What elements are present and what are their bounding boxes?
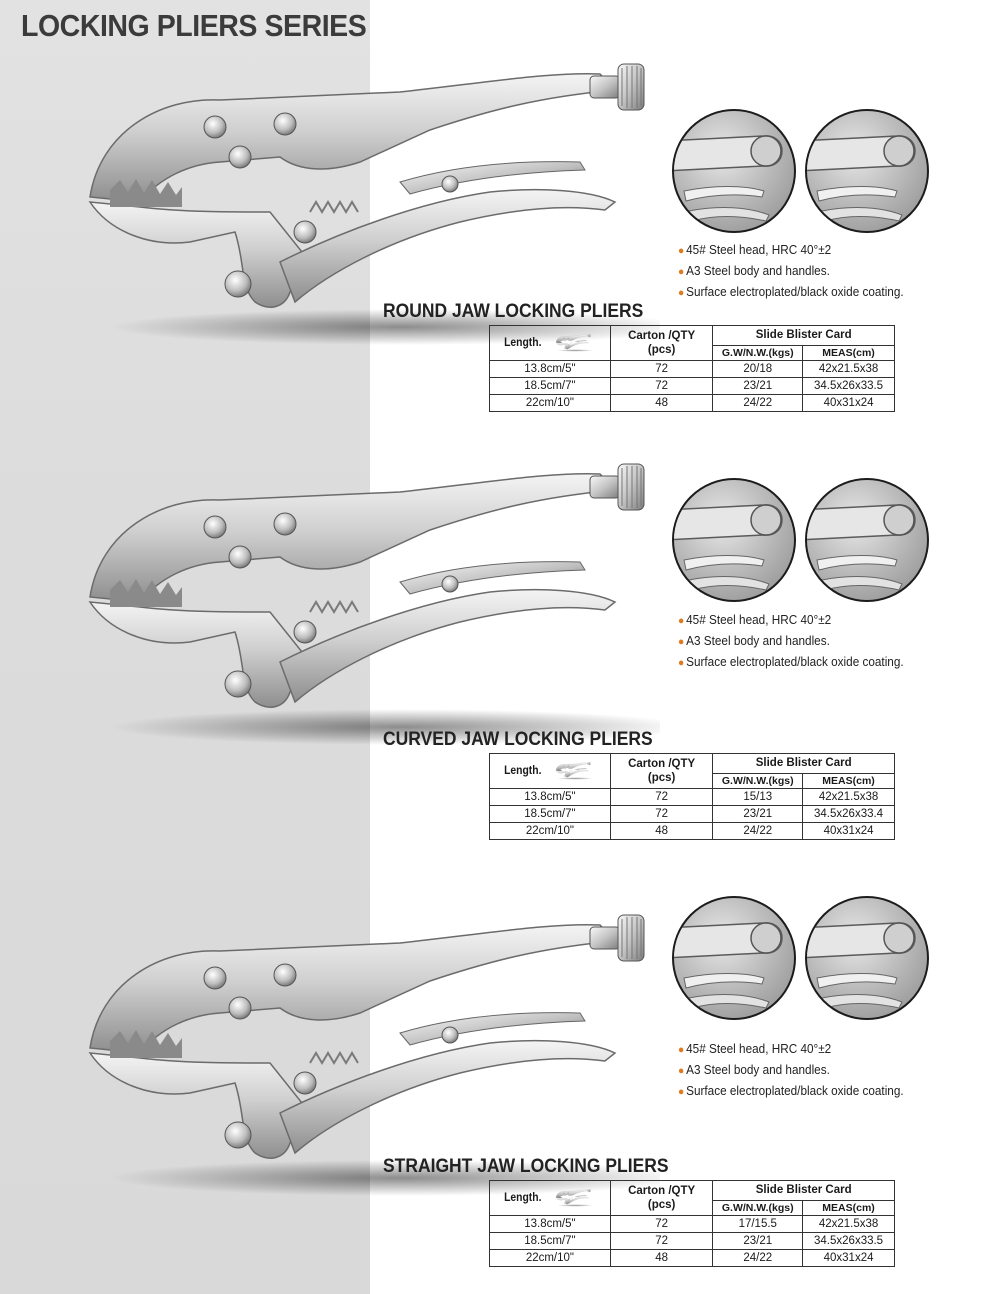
- table-row: 22cm/10" 48 24/22 40x31x24: [490, 395, 895, 412]
- mini-pliers-icon: [548, 1189, 598, 1207]
- feature-item: ● A3 Steel body and handles.: [678, 1063, 830, 1077]
- table-row: 13.8cm/5" 72 20/18 42x21.5x38: [490, 361, 895, 378]
- bullet-icon: ●: [678, 1065, 685, 1077]
- detail-closeup-image: [805, 109, 929, 233]
- length-header: Length.: [490, 1181, 611, 1216]
- length-header: Length.: [490, 326, 611, 361]
- detail-closeup-image: [805, 896, 929, 1020]
- carton-qty-header: Carton /QTY (pcs): [610, 1181, 713, 1216]
- section-title-straight-jaw: STRAIGHT JAW LOCKING PLIERS: [383, 1156, 669, 1177]
- feature-item: ● A3 Steel body and handles.: [678, 634, 830, 648]
- detail-closeup-image: [672, 109, 796, 233]
- page-title: LOCKING PLIERS SERIES: [21, 8, 367, 43]
- section-title-curved-jaw: CURVED JAW LOCKING PLIERS: [383, 729, 653, 750]
- bullet-icon: ●: [678, 657, 685, 669]
- bullet-icon: ●: [678, 1044, 685, 1056]
- feature-item: ● 45# Steel head, HRC 40°±2: [678, 243, 832, 257]
- feature-item: ● Surface electroplated/black oxide coating.: [678, 1084, 904, 1098]
- gw-nw-header: G.W/N.W.(kgs): [713, 1200, 803, 1215]
- table-row: 22cm/10" 48 24/22 40x31x24: [490, 823, 895, 840]
- section-title-round-jaw: ROUND JAW LOCKING PLIERS: [383, 301, 644, 322]
- round-jaw-spec-table: [489, 325, 895, 412]
- bullet-icon: ●: [678, 245, 685, 257]
- bullet-icon: ●: [678, 636, 685, 648]
- detail-closeup-image: [805, 478, 929, 602]
- bullet-icon: ●: [678, 615, 685, 627]
- straight-jaw-features: [678, 1039, 978, 1102]
- round-jaw-detail-images: [672, 109, 932, 233]
- table-row: 13.8cm/5" 72 15/13 42x21.5x38: [490, 789, 895, 806]
- feature-item: ● Surface electroplated/black oxide coating.: [678, 655, 904, 669]
- bullet-icon: ●: [678, 266, 685, 278]
- curved-jaw-pliers-image: [70, 462, 660, 752]
- mini-pliers-icon: [548, 334, 598, 352]
- table-row: 18.5cm/7" 72 23/21 34.5x26x33.5: [490, 1233, 895, 1250]
- table-row: 22cm/10" 48 24/22 40x31x24: [490, 1250, 895, 1267]
- carton-qty-header: Carton /QTY (pcs): [610, 754, 713, 789]
- curved-jaw-detail-images: [672, 478, 932, 602]
- mini-pliers-icon: [548, 762, 598, 780]
- feature-item: ● 45# Steel head, HRC 40°±2: [678, 613, 832, 627]
- meas-header: MEAS(cm): [803, 1200, 895, 1215]
- table-row: 18.5cm/7" 72 23/21 34.5x26x33.4: [490, 806, 895, 823]
- curved-jaw-features: [678, 610, 978, 673]
- table-row: 13.8cm/5" 72 17/15.5 42x21.5x38: [490, 1216, 895, 1233]
- straight-jaw-spec-table: [489, 1180, 895, 1267]
- feature-item: ● Surface electroplated/black oxide coating.: [678, 285, 904, 299]
- feature-item: ● 45# Steel head, HRC 40°±2: [678, 1042, 832, 1056]
- gw-nw-header: G.W/N.W.(kgs): [713, 345, 803, 360]
- slide-blister-card-header: Slide Blister Card: [713, 754, 895, 774]
- length-header: Length.: [490, 754, 611, 789]
- straight-jaw-detail-images: [672, 896, 932, 1020]
- bullet-icon: ●: [678, 287, 685, 299]
- carton-qty-header: Carton /QTY (pcs): [610, 326, 713, 361]
- detail-closeup-image: [672, 896, 796, 1020]
- table-row: 18.5cm/7" 72 23/21 34.5x26x33.5: [490, 378, 895, 395]
- curved-jaw-spec-table: [489, 753, 895, 840]
- bullet-icon: ●: [678, 1086, 685, 1098]
- gw-nw-header: G.W/N.W.(kgs): [713, 773, 803, 788]
- detail-closeup-image: [672, 478, 796, 602]
- meas-header: MEAS(cm): [803, 773, 895, 788]
- round-jaw-features: [678, 240, 978, 303]
- slide-blister-card-header: Slide Blister Card: [713, 326, 895, 346]
- meas-header: MEAS(cm): [803, 345, 895, 360]
- slide-blister-card-header: Slide Blister Card: [713, 1181, 895, 1201]
- feature-item: ● A3 Steel body and handles.: [678, 264, 830, 278]
